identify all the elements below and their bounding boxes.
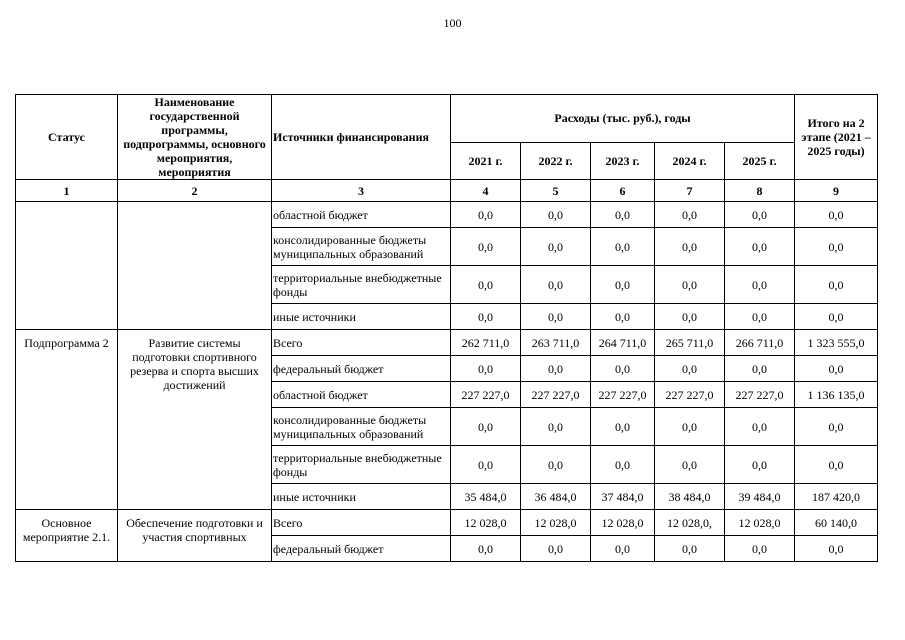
value-cell: 0,0 bbox=[451, 228, 521, 266]
source-cell: иные источники bbox=[272, 304, 451, 330]
column-number: 6 bbox=[591, 180, 655, 202]
value-cell: 227 227,0 bbox=[725, 382, 795, 408]
value-cell: 37 484,0 bbox=[591, 484, 655, 510]
value-cell: 0,0 bbox=[725, 446, 795, 484]
column-number: 2 bbox=[118, 180, 272, 202]
value-cell: 227 227,0 bbox=[521, 382, 591, 408]
value-cell: 0,0 bbox=[521, 536, 591, 562]
total-cell: 0,0 bbox=[795, 356, 878, 382]
value-cell: 262 711,0 bbox=[451, 330, 521, 356]
value-cell: 263 711,0 bbox=[521, 330, 591, 356]
header-source: Источники финансирования bbox=[272, 95, 451, 180]
value-cell: 0,0 bbox=[655, 356, 725, 382]
column-number: 1 bbox=[16, 180, 118, 202]
source-cell: федеральный бюджет bbox=[272, 356, 451, 382]
total-cell: 0,0 bbox=[795, 536, 878, 562]
table-row bbox=[16, 330, 878, 356]
source-cell: федеральный бюджет bbox=[272, 536, 451, 562]
value-cell: 0,0 bbox=[725, 356, 795, 382]
value-cell: 0,0 bbox=[725, 536, 795, 562]
table-row bbox=[16, 510, 878, 536]
total-cell: 0,0 bbox=[795, 304, 878, 330]
column-number-row bbox=[16, 180, 878, 202]
value-cell: 38 484,0 bbox=[655, 484, 725, 510]
name-cell: Обеспечение подготовки и участия спортивных bbox=[118, 510, 272, 562]
value-cell: 0,0 bbox=[521, 228, 591, 266]
value-cell: 264 711,0 bbox=[591, 330, 655, 356]
header-year: 2022 г. bbox=[521, 142, 591, 179]
header-year: 2023 г. bbox=[591, 142, 655, 179]
header-status: Статус bbox=[16, 95, 118, 180]
value-cell: 0,0 bbox=[451, 356, 521, 382]
value-cell: 0,0 bbox=[451, 304, 521, 330]
source-cell: Всего bbox=[272, 510, 451, 536]
source-cell: областной бюджет bbox=[272, 382, 451, 408]
source-cell: территориальные внебюджетные фонды bbox=[272, 266, 451, 304]
value-cell: 0,0 bbox=[655, 408, 725, 446]
value-cell: 0,0 bbox=[725, 266, 795, 304]
column-number: 4 bbox=[451, 180, 521, 202]
value-cell: 12 028,0 bbox=[451, 510, 521, 536]
value-cell: 39 484,0 bbox=[725, 484, 795, 510]
value-cell: 0,0 bbox=[451, 536, 521, 562]
total-cell: 1 136 135,0 bbox=[795, 382, 878, 408]
value-cell: 0,0 bbox=[521, 266, 591, 304]
value-cell: 227 227,0 bbox=[591, 382, 655, 408]
page-number: 100 bbox=[443, 16, 462, 30]
value-cell: 0,0 bbox=[725, 304, 795, 330]
source-cell: областной бюджет bbox=[272, 202, 451, 228]
status-cell: Основное мероприятие 2.1. bbox=[16, 510, 118, 562]
header-year: 2021 г. bbox=[451, 142, 521, 179]
column-number: 7 bbox=[655, 180, 725, 202]
value-cell: 265 711,0 bbox=[655, 330, 725, 356]
source-cell: иные источники bbox=[272, 484, 451, 510]
value-cell: 0,0 bbox=[725, 202, 795, 228]
value-cell: 0,0 bbox=[655, 536, 725, 562]
value-cell: 0,0 bbox=[451, 446, 521, 484]
total-cell: 0,0 bbox=[795, 408, 878, 446]
value-cell: 12 028,0 bbox=[591, 510, 655, 536]
name-cell bbox=[118, 202, 272, 330]
value-cell: 0,0 bbox=[725, 408, 795, 446]
source-cell: Всего bbox=[272, 330, 451, 356]
value-cell: 0,0 bbox=[521, 446, 591, 484]
source-cell: консолидированные бюджеты муниципальных образований bbox=[272, 408, 451, 446]
value-cell: 35 484,0 bbox=[451, 484, 521, 510]
value-cell: 0,0 bbox=[451, 266, 521, 304]
budget-table bbox=[15, 94, 878, 562]
value-cell: 12 028,0 bbox=[521, 510, 591, 536]
value-cell: 0,0 bbox=[655, 266, 725, 304]
value-cell: 12 028,0, bbox=[655, 510, 725, 536]
source-cell: территориальные внебюджетные фонды bbox=[272, 446, 451, 484]
value-cell: 0,0 bbox=[725, 228, 795, 266]
total-cell: 1 323 555,0 bbox=[795, 330, 878, 356]
header-total: Итого на 2 этапе (2021 – 2025 годы) bbox=[795, 95, 878, 180]
total-cell: 60 140,0 bbox=[795, 510, 878, 536]
total-cell: 187 420,0 bbox=[795, 484, 878, 510]
total-cell: 0,0 bbox=[795, 228, 878, 266]
header-year: 2025 г. bbox=[725, 142, 795, 179]
value-cell: 0,0 bbox=[521, 202, 591, 228]
total-cell: 0,0 bbox=[795, 446, 878, 484]
value-cell: 36 484,0 bbox=[521, 484, 591, 510]
source-cell: консолидированные бюджеты муниципальных образований bbox=[272, 228, 451, 266]
value-cell: 12 028,0 bbox=[725, 510, 795, 536]
value-cell: 0,0 bbox=[591, 266, 655, 304]
header-year: 2024 г. bbox=[655, 142, 725, 179]
value-cell: 0,0 bbox=[521, 304, 591, 330]
value-cell: 0,0 bbox=[655, 202, 725, 228]
total-cell: 0,0 bbox=[795, 202, 878, 228]
table-row bbox=[16, 202, 878, 228]
value-cell: 0,0 bbox=[655, 228, 725, 266]
value-cell: 227 227,0 bbox=[451, 382, 521, 408]
value-cell: 0,0 bbox=[591, 536, 655, 562]
value-cell: 0,0 bbox=[655, 446, 725, 484]
value-cell: 266 711,0 bbox=[725, 330, 795, 356]
value-cell: 0,0 bbox=[451, 408, 521, 446]
status-cell bbox=[16, 202, 118, 330]
status-cell: Подпрограмма 2 bbox=[16, 330, 118, 510]
value-cell: 0,0 bbox=[591, 304, 655, 330]
name-cell: Развитие системы подготовки спортивного резерва и спорта высших достижений bbox=[118, 330, 272, 510]
header-name: Наименование государственной программы, подпрограммы, основного мероприятия, мероприятия bbox=[118, 95, 272, 180]
value-cell: 0,0 bbox=[521, 408, 591, 446]
value-cell: 0,0 bbox=[591, 356, 655, 382]
value-cell: 0,0 bbox=[591, 408, 655, 446]
value-cell: 0,0 bbox=[655, 304, 725, 330]
header-expenses: Расходы (тыс. руб.), годы bbox=[451, 95, 795, 143]
column-number: 9 bbox=[795, 180, 878, 202]
value-cell: 0,0 bbox=[591, 228, 655, 266]
value-cell: 0,0 bbox=[591, 446, 655, 484]
column-number: 3 bbox=[272, 180, 451, 202]
value-cell: 0,0 bbox=[451, 202, 521, 228]
column-number: 8 bbox=[725, 180, 795, 202]
column-number: 5 bbox=[521, 180, 591, 202]
value-cell: 0,0 bbox=[521, 356, 591, 382]
value-cell: 227 227,0 bbox=[655, 382, 725, 408]
value-cell: 0,0 bbox=[591, 202, 655, 228]
total-cell: 0,0 bbox=[795, 266, 878, 304]
